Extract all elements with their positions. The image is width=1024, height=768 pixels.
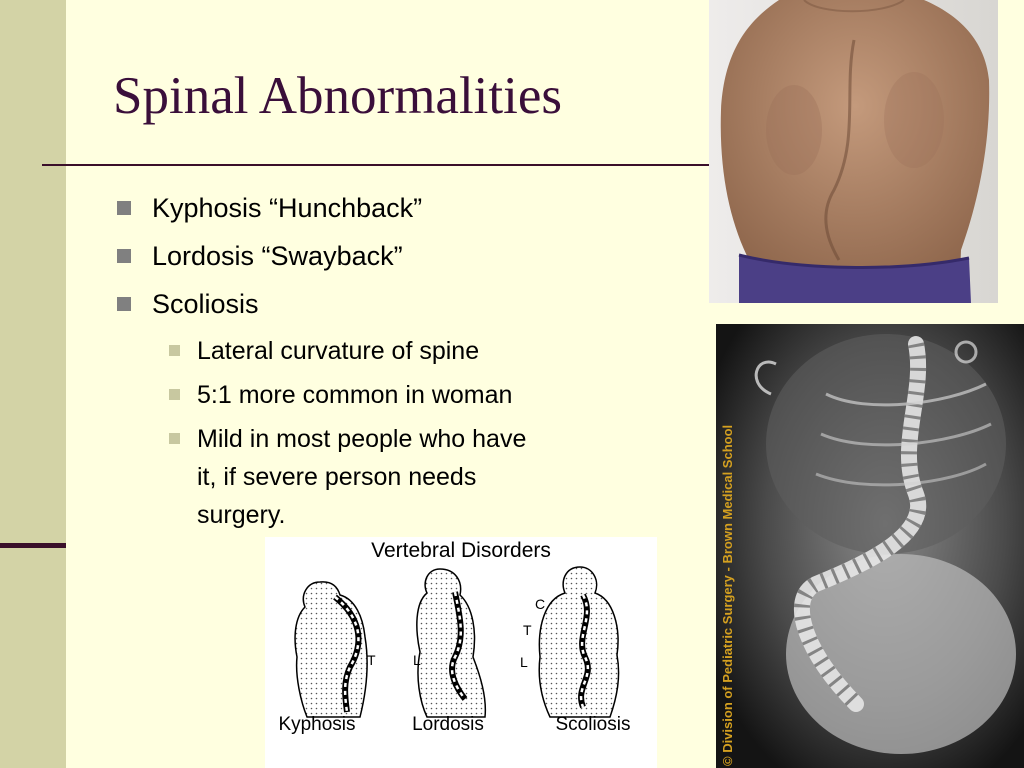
kyphosis-marker: T (367, 652, 376, 668)
bullet-text: Lordosis “Swayback” (152, 241, 403, 271)
lordosis-marker: L (413, 652, 421, 668)
sub-bullet-lateral (117, 332, 617, 370)
scoliosis-figure (539, 567, 618, 717)
title-rule (42, 164, 722, 166)
lordosis-figure (417, 569, 486, 717)
bullet-text: Scoliosis (152, 289, 259, 319)
left-accent-divider (0, 543, 66, 548)
sub-bullet-text: Mild in most people who have it, if severe person needs surgery. (197, 425, 527, 529)
sub-bullet-text: Lateral curvature of spine (197, 337, 480, 365)
bullet-scoliosis (117, 284, 617, 324)
scoliosis-marker-t: T (523, 622, 532, 638)
xray-image (716, 324, 1024, 768)
bullet-square-icon (117, 297, 131, 311)
sub-bullet-group (117, 332, 617, 534)
xray-illustration (716, 324, 1024, 768)
slide-title: Spinal Abnormalities (113, 67, 562, 125)
sub-bullet-ratio (117, 376, 617, 414)
kyphosis-figure (295, 582, 367, 717)
diagram-title: Vertebral Disorders (371, 539, 551, 562)
scoliosis-marker-l: L (520, 654, 528, 670)
sub-bullet-list (117, 332, 617, 534)
sub-bullet-text: 5:1 more common in woman (197, 381, 513, 409)
sub-bullet-severity (117, 420, 617, 534)
bullet-lordosis (117, 236, 617, 276)
bullet-square-icon (117, 201, 131, 215)
label-lordosis: Lordosis (412, 714, 484, 735)
left-accent-bar (0, 0, 66, 768)
label-kyphosis: Kyphosis (278, 714, 356, 735)
sub-bullet-square-icon (169, 389, 180, 400)
vertebral-disorders-diagram (265, 537, 657, 768)
sub-bullet-square-icon (169, 345, 180, 356)
label-scoliosis: Scoliosis (555, 714, 631, 735)
bullet-text: Kyphosis “Hunchback” (152, 193, 423, 223)
back-photo (709, 0, 998, 303)
sub-bullet-square-icon (169, 433, 180, 444)
scoliosis-marker-c: C (535, 596, 546, 612)
back-photo-illustration (709, 0, 998, 303)
xray-credit: © Division of Pediatric Surgery - Brown Medical School (720, 424, 735, 766)
bullet-square-icon (117, 249, 131, 263)
bullet-kyphosis (117, 188, 617, 228)
bullet-list (117, 188, 617, 540)
